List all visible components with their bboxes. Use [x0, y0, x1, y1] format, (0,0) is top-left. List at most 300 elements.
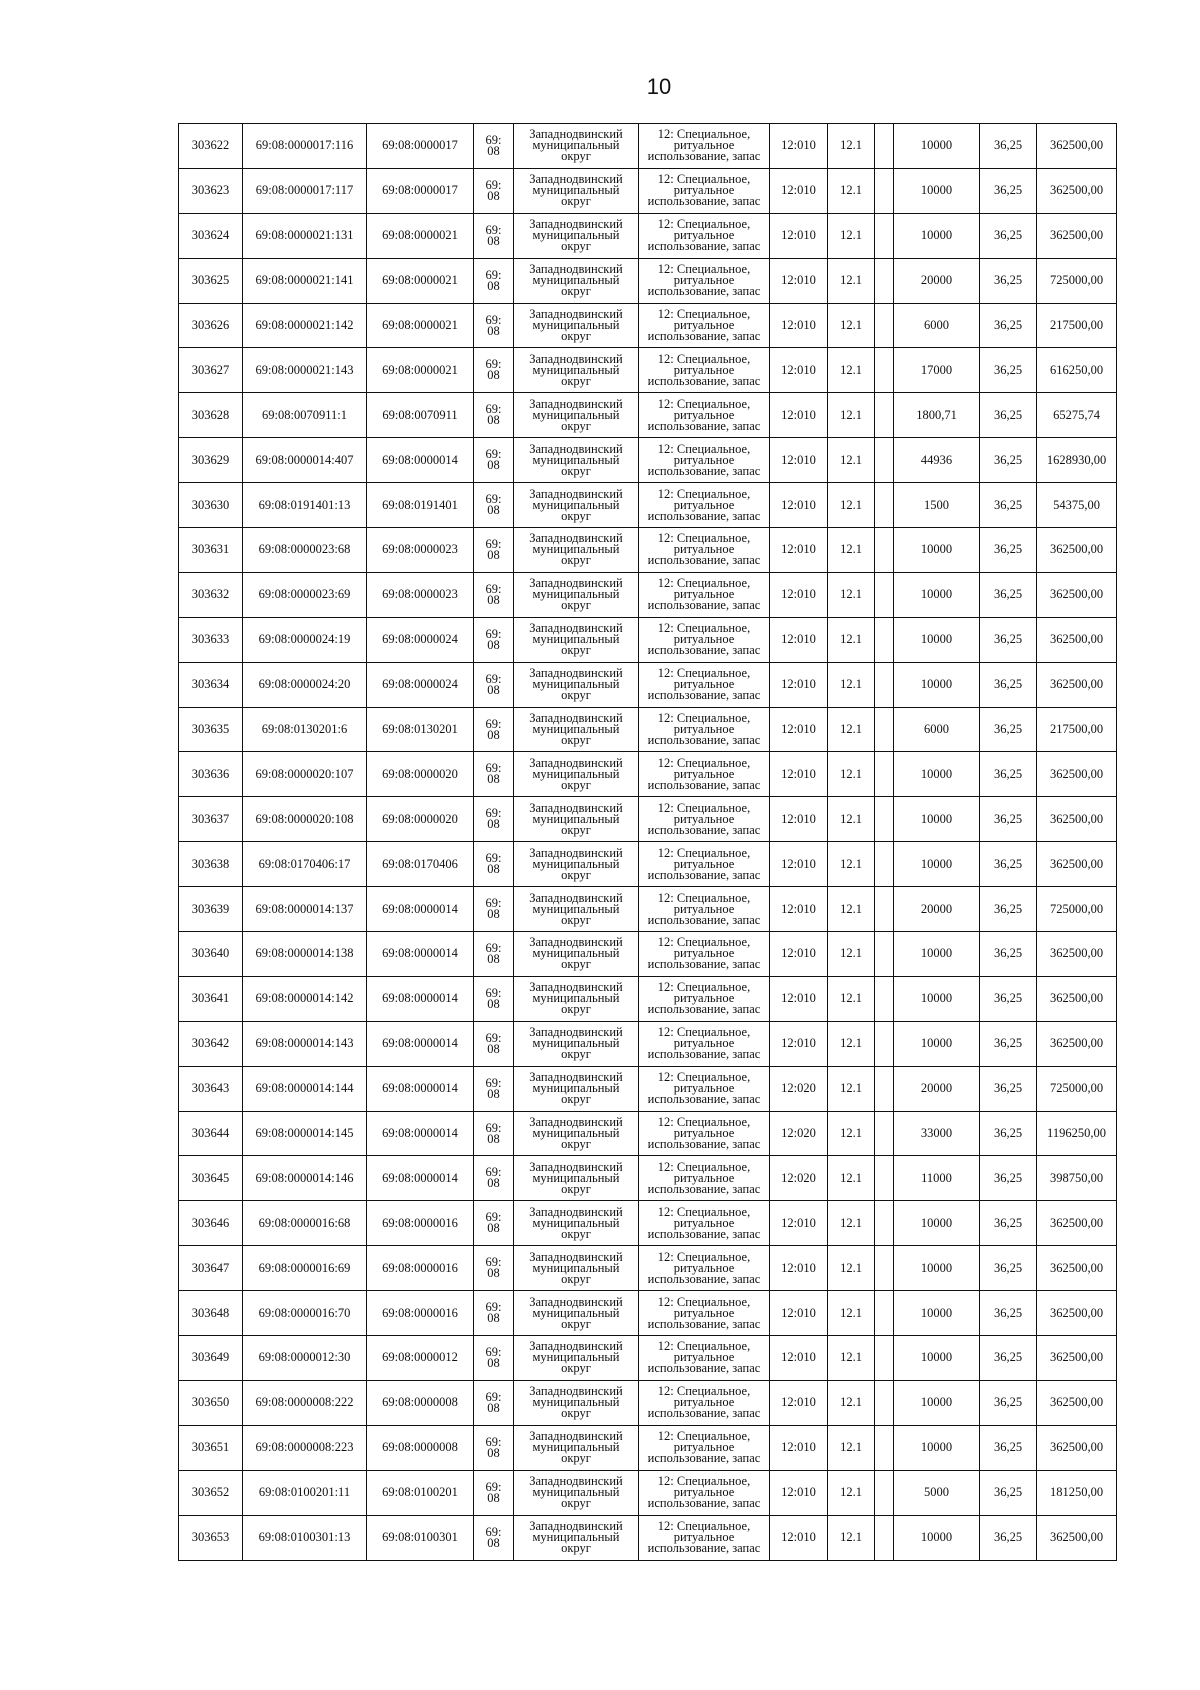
row-id-cell: 303634: [179, 662, 243, 707]
table-row: [179, 348, 1117, 393]
rate-cell: 36,25: [980, 1021, 1037, 1066]
land-use-cell: 12: Специальное, ритуальное использование, запас: [639, 887, 770, 932]
use-subcode-cell: 12.1: [828, 797, 875, 842]
municipality-cell: Западнодвинский муниципальный округ: [514, 752, 639, 797]
cadastral-number-cell: 69:08:0000016:68: [243, 1201, 367, 1246]
rate-cell: 36,25: [980, 1201, 1037, 1246]
district-code-cell: 69: 08: [474, 483, 514, 528]
blank-cell: [875, 124, 894, 169]
municipality-cell: Западнодвинский муниципальный округ: [514, 1021, 639, 1066]
cadastral-number-cell: 69:08:0000020:107: [243, 752, 367, 797]
rate-cell: 36,25: [980, 168, 1037, 213]
use-code-cell: 12:020: [770, 1111, 828, 1156]
rate-cell: 36,25: [980, 797, 1037, 842]
table-row: [179, 393, 1117, 438]
use-subcode-cell: 12.1: [828, 1111, 875, 1156]
area-cell: 1800,71: [894, 393, 980, 438]
cadastral-quarter-cell: 69:08:0000017: [367, 168, 474, 213]
use-code-cell: 12:010: [770, 303, 828, 348]
cadastral-quarter-cell: 69:08:0000016: [367, 1246, 474, 1291]
municipality-cell: Западнодвинский муниципальный округ: [514, 258, 639, 303]
rate-cell: 36,25: [980, 1336, 1037, 1381]
use-subcode-cell: 12.1: [828, 842, 875, 887]
rate-cell: 36,25: [980, 1156, 1037, 1201]
table-row: [179, 1380, 1117, 1425]
row-id-cell: 303651: [179, 1425, 243, 1470]
cadastral-quarter-cell: 69:08:0000024: [367, 662, 474, 707]
cadastral-value-cell: 362500,00: [1037, 1425, 1117, 1470]
cadastral-value-cell: 362500,00: [1037, 168, 1117, 213]
use-code-cell: 12:010: [770, 483, 828, 528]
area-cell: 1500: [894, 483, 980, 528]
blank-cell: [875, 303, 894, 348]
use-subcode-cell: 12.1: [828, 348, 875, 393]
land-use-cell: 12: Специальное, ритуальное использование, запас: [639, 1021, 770, 1066]
land-use-cell: 12: Специальное, ритуальное использование, запас: [639, 528, 770, 573]
table-row: [179, 887, 1117, 932]
cadastral-quarter-cell: 69:08:0000020: [367, 797, 474, 842]
table-row: [179, 752, 1117, 797]
municipality-cell: Западнодвинский муниципальный округ: [514, 1380, 639, 1425]
area-cell: 10000: [894, 1021, 980, 1066]
district-code-cell: 69: 08: [474, 1246, 514, 1291]
area-cell: 10000: [894, 168, 980, 213]
use-subcode-cell: 12.1: [828, 1380, 875, 1425]
use-subcode-cell: 12.1: [828, 887, 875, 932]
area-cell: 17000: [894, 348, 980, 393]
district-code-cell: 69: 08: [474, 1201, 514, 1246]
use-code-cell: 12:010: [770, 572, 828, 617]
land-use-cell: 12: Специальное, ритуальное использование, запас: [639, 1336, 770, 1381]
table-row: [179, 976, 1117, 1021]
district-code-cell: 69: 08: [474, 572, 514, 617]
blank-cell: [875, 1291, 894, 1336]
row-id-cell: 303643: [179, 1066, 243, 1111]
district-code-cell: 69: 08: [474, 528, 514, 573]
area-cell: 44936: [894, 438, 980, 483]
cadastral-quarter-cell: 69:08:0000014: [367, 1066, 474, 1111]
rate-cell: 36,25: [980, 707, 1037, 752]
cadastral-number-cell: 69:08:0000021:141: [243, 258, 367, 303]
cadastral-value-cell: 362500,00: [1037, 124, 1117, 169]
cadastral-number-cell: 69:08:0000017:117: [243, 168, 367, 213]
cadastral-number-cell: 69:08:0000014:144: [243, 1066, 367, 1111]
cadastral-number-cell: 69:08:0000014:145: [243, 1111, 367, 1156]
cadastral-value-cell: 362500,00: [1037, 1021, 1117, 1066]
cadastral-quarter-cell: 69:08:0000017: [367, 124, 474, 169]
rate-cell: 36,25: [980, 1380, 1037, 1425]
use-code-cell: 12:020: [770, 1066, 828, 1111]
rate-cell: 36,25: [980, 213, 1037, 258]
cadastral-quarter-cell: 69:08:0000014: [367, 1111, 474, 1156]
district-code-cell: 69: 08: [474, 348, 514, 393]
blank-cell: [875, 1246, 894, 1291]
blank-cell: [875, 1156, 894, 1201]
use-subcode-cell: 12.1: [828, 258, 875, 303]
district-code-cell: 69: 08: [474, 1291, 514, 1336]
district-code-cell: 69: 08: [474, 438, 514, 483]
row-id-cell: 303646: [179, 1201, 243, 1246]
use-code-cell: 12:010: [770, 842, 828, 887]
table-row: [179, 797, 1117, 842]
district-code-cell: 69: 08: [474, 213, 514, 258]
rate-cell: 36,25: [980, 124, 1037, 169]
blank-cell: [875, 1470, 894, 1515]
use-subcode-cell: 12.1: [828, 707, 875, 752]
use-subcode-cell: 12.1: [828, 168, 875, 213]
table-row: [179, 1201, 1117, 1246]
cadastral-number-cell: 69:08:0000021:143: [243, 348, 367, 393]
rate-cell: 36,25: [980, 1291, 1037, 1336]
row-id-cell: 303649: [179, 1336, 243, 1381]
cadastral-quarter-cell: 69:08:0000021: [367, 258, 474, 303]
cadastral-quarter-cell: 69:08:0000014: [367, 1021, 474, 1066]
rate-cell: 36,25: [980, 1111, 1037, 1156]
rate-cell: 36,25: [980, 1246, 1037, 1291]
municipality-cell: Западнодвинский муниципальный округ: [514, 617, 639, 662]
area-cell: 10000: [894, 213, 980, 258]
use-code-cell: 12:010: [770, 752, 828, 797]
cadastral-value-cell: 362500,00: [1037, 528, 1117, 573]
row-id-cell: 303641: [179, 976, 243, 1021]
municipality-cell: Западнодвинский муниципальный округ: [514, 528, 639, 573]
district-code-cell: 69: 08: [474, 932, 514, 977]
cadastral-number-cell: 69:08:0000024:20: [243, 662, 367, 707]
table-row: [179, 572, 1117, 617]
use-code-cell: 12:010: [770, 887, 828, 932]
rate-cell: 36,25: [980, 887, 1037, 932]
land-use-cell: 12: Специальное, ритуальное использование, запас: [639, 1156, 770, 1201]
use-code-cell: 12:010: [770, 1380, 828, 1425]
land-use-cell: 12: Специальное, ритуальное использование, запас: [639, 572, 770, 617]
cadastral-value-cell: 217500,00: [1037, 707, 1117, 752]
rate-cell: 36,25: [980, 842, 1037, 887]
cadastral-number-cell: 69:08:0000014:143: [243, 1021, 367, 1066]
municipality-cell: Западнодвинский муниципальный округ: [514, 932, 639, 977]
rate-cell: 36,25: [980, 1470, 1037, 1515]
row-id-cell: 303647: [179, 1246, 243, 1291]
row-id-cell: 303637: [179, 797, 243, 842]
cadastral-quarter-cell: 69:08:0000020: [367, 752, 474, 797]
land-use-cell: 12: Специальное, ритуальное использование, запас: [639, 797, 770, 842]
use-subcode-cell: 12.1: [828, 662, 875, 707]
district-code-cell: 69: 08: [474, 1515, 514, 1560]
table-row: [179, 662, 1117, 707]
district-code-cell: 69: 08: [474, 662, 514, 707]
blank-cell: [875, 797, 894, 842]
blank-cell: [875, 617, 894, 662]
cadastral-value-cell: 181250,00: [1037, 1470, 1117, 1515]
rate-cell: 36,25: [980, 348, 1037, 393]
land-use-cell: 12: Специальное, ритуальное использование, запас: [639, 617, 770, 662]
use-code-cell: 12:010: [770, 1470, 828, 1515]
blank-cell: [875, 1111, 894, 1156]
use-code-cell: 12:010: [770, 976, 828, 1021]
land-use-cell: 12: Специальное, ритуальное использование, запас: [639, 124, 770, 169]
land-use-cell: 12: Специальное, ритуальное использование, запас: [639, 842, 770, 887]
blank-cell: [875, 528, 894, 573]
table-row: [179, 932, 1117, 977]
district-code-cell: 69: 08: [474, 707, 514, 752]
use-subcode-cell: 12.1: [828, 752, 875, 797]
land-use-cell: 12: Специальное, ритуальное использование, запас: [639, 258, 770, 303]
municipality-cell: Западнодвинский муниципальный округ: [514, 976, 639, 1021]
municipality-cell: Западнодвинский муниципальный округ: [514, 393, 639, 438]
municipality-cell: Западнодвинский муниципальный округ: [514, 1111, 639, 1156]
blank-cell: [875, 707, 894, 752]
use-subcode-cell: 12.1: [828, 528, 875, 573]
use-subcode-cell: 12.1: [828, 393, 875, 438]
municipality-cell: Западнодвинский муниципальный округ: [514, 1066, 639, 1111]
district-code-cell: 69: 08: [474, 393, 514, 438]
land-use-cell: 12: Специальное, ритуальное использование, запас: [639, 1470, 770, 1515]
row-id-cell: 303625: [179, 258, 243, 303]
table-row: [179, 842, 1117, 887]
row-id-cell: 303631: [179, 528, 243, 573]
municipality-cell: Западнодвинский муниципальный округ: [514, 887, 639, 932]
use-code-cell: 12:010: [770, 124, 828, 169]
area-cell: 10000: [894, 1380, 980, 1425]
row-id-cell: 303652: [179, 1470, 243, 1515]
table-body: [179, 124, 1117, 1561]
cadastral-quarter-cell: 69:08:0000014: [367, 1156, 474, 1201]
district-code-cell: 69: 08: [474, 1021, 514, 1066]
blank-cell: [875, 976, 894, 1021]
land-use-cell: 12: Специальное, ритуальное использование, запас: [639, 662, 770, 707]
use-code-cell: 12:010: [770, 662, 828, 707]
row-id-cell: 303645: [179, 1156, 243, 1201]
area-cell: 10000: [894, 1201, 980, 1246]
blank-cell: [875, 1201, 894, 1246]
cadastral-value-cell: 398750,00: [1037, 1156, 1117, 1201]
cadastral-value-cell: 362500,00: [1037, 752, 1117, 797]
use-subcode-cell: 12.1: [828, 1201, 875, 1246]
land-use-cell: 12: Специальное, ритуальное использование, запас: [639, 932, 770, 977]
cadastral-number-cell: 69:08:0000023:68: [243, 528, 367, 573]
cadastral-number-cell: 69:08:0000014:146: [243, 1156, 367, 1201]
row-id-cell: 303632: [179, 572, 243, 617]
district-code-cell: 69: 08: [474, 1066, 514, 1111]
table-row: [179, 1291, 1117, 1336]
area-cell: 20000: [894, 1066, 980, 1111]
area-cell: 6000: [894, 303, 980, 348]
rate-cell: 36,25: [980, 662, 1037, 707]
cadastral-quarter-cell: 69:08:0000021: [367, 348, 474, 393]
land-use-cell: 12: Специальное, ритуальное использование, запас: [639, 1425, 770, 1470]
table-row: [179, 124, 1117, 169]
cadastral-value-cell: 65275,74: [1037, 393, 1117, 438]
use-code-cell: 12:010: [770, 1515, 828, 1560]
land-use-cell: 12: Специальное, ритуальное использование, запас: [639, 1066, 770, 1111]
cadastral-value-cell: 725000,00: [1037, 1066, 1117, 1111]
cadastral-number-cell: 69:08:0000017:116: [243, 124, 367, 169]
municipality-cell: Западнодвинский муниципальный округ: [514, 1515, 639, 1560]
cadastral-quarter-cell: 69:08:0000021: [367, 213, 474, 258]
blank-cell: [875, 393, 894, 438]
land-use-cell: 12: Специальное, ритуальное использование, запас: [639, 752, 770, 797]
rate-cell: 36,25: [980, 393, 1037, 438]
area-cell: 10000: [894, 976, 980, 1021]
district-code-cell: 69: 08: [474, 1156, 514, 1201]
table-row: [179, 1336, 1117, 1381]
row-id-cell: 303624: [179, 213, 243, 258]
district-code-cell: 69: 08: [474, 797, 514, 842]
use-subcode-cell: 12.1: [828, 438, 875, 483]
use-subcode-cell: 12.1: [828, 1156, 875, 1201]
use-code-cell: 12:010: [770, 1336, 828, 1381]
district-code-cell: 69: 08: [474, 887, 514, 932]
area-cell: 10000: [894, 932, 980, 977]
area-cell: 10000: [894, 572, 980, 617]
table-row: [179, 1111, 1117, 1156]
municipality-cell: Западнодвинский муниципальный округ: [514, 438, 639, 483]
use-subcode-cell: 12.1: [828, 1246, 875, 1291]
rate-cell: 36,25: [980, 932, 1037, 977]
area-cell: 11000: [894, 1156, 980, 1201]
cadastral-value-cell: 362500,00: [1037, 976, 1117, 1021]
use-code-cell: 12:010: [770, 528, 828, 573]
use-subcode-cell: 12.1: [828, 1336, 875, 1381]
cadastral-number-cell: 69:08:0000014:138: [243, 932, 367, 977]
cadastral-number-cell: 69:08:0000016:69: [243, 1246, 367, 1291]
use-subcode-cell: 12.1: [828, 976, 875, 1021]
row-id-cell: 303623: [179, 168, 243, 213]
cadastral-value-cell: 362500,00: [1037, 932, 1117, 977]
district-code-cell: 69: 08: [474, 752, 514, 797]
cadastral-value-cell: 362500,00: [1037, 1380, 1117, 1425]
land-use-cell: 12: Специальное, ритуальное использование, запас: [639, 1380, 770, 1425]
row-id-cell: 303635: [179, 707, 243, 752]
municipality-cell: Западнодвинский муниципальный округ: [514, 662, 639, 707]
row-id-cell: 303622: [179, 124, 243, 169]
cadastral-number-cell: 69:08:0000008:222: [243, 1380, 367, 1425]
use-code-cell: 12:010: [770, 1246, 828, 1291]
use-code-cell: 12:020: [770, 1156, 828, 1201]
table-row: [179, 1246, 1117, 1291]
area-cell: 10000: [894, 1425, 980, 1470]
cadastral-number-cell: 69:08:0000024:19: [243, 617, 367, 662]
municipality-cell: Западнодвинский муниципальный округ: [514, 483, 639, 528]
rate-cell: 36,25: [980, 1066, 1037, 1111]
blank-cell: [875, 213, 894, 258]
area-cell: 10000: [894, 752, 980, 797]
table-row: [179, 528, 1117, 573]
cadastral-value-cell: 1196250,00: [1037, 1111, 1117, 1156]
cadastral-quarter-cell: 69:08:0100301: [367, 1515, 474, 1560]
municipality-cell: Западнодвинский муниципальный округ: [514, 1470, 639, 1515]
cadastral-quarter-cell: 69:08:0000012: [367, 1336, 474, 1381]
rate-cell: 36,25: [980, 617, 1037, 662]
use-subcode-cell: 12.1: [828, 932, 875, 977]
use-subcode-cell: 12.1: [828, 213, 875, 258]
cadastral-value-table: [178, 123, 1117, 1561]
municipality-cell: Западнодвинский муниципальный округ: [514, 797, 639, 842]
cadastral-number-cell: 69:08:0000021:131: [243, 213, 367, 258]
cadastral-value-cell: 362500,00: [1037, 1246, 1117, 1291]
blank-cell: [875, 348, 894, 393]
cadastral-number-cell: 69:08:0070911:1: [243, 393, 367, 438]
cadastral-quarter-cell: 69:08:0000014: [367, 438, 474, 483]
district-code-cell: 69: 08: [474, 1380, 514, 1425]
table-row: [179, 438, 1117, 483]
cadastral-number-cell: 69:08:0000008:223: [243, 1425, 367, 1470]
district-code-cell: 69: 08: [474, 1111, 514, 1156]
land-use-cell: 12: Специальное, ритуальное использование, запас: [639, 1246, 770, 1291]
cadastral-number-cell: 69:08:0000014:142: [243, 976, 367, 1021]
rate-cell: 36,25: [980, 438, 1037, 483]
land-use-cell: 12: Специальное, ритуальное использование, запас: [639, 168, 770, 213]
land-use-cell: 12: Специальное, ритуальное использование, запас: [639, 483, 770, 528]
rate-cell: 36,25: [980, 572, 1037, 617]
area-cell: 6000: [894, 707, 980, 752]
blank-cell: [875, 932, 894, 977]
cadastral-value-cell: 725000,00: [1037, 887, 1117, 932]
cadastral-quarter-cell: 69:08:0000024: [367, 617, 474, 662]
cadastral-number-cell: 69:08:0130201:6: [243, 707, 367, 752]
district-code-cell: 69: 08: [474, 976, 514, 1021]
cadastral-value-cell: 1628930,00: [1037, 438, 1117, 483]
cadastral-quarter-cell: 69:08:0191401: [367, 483, 474, 528]
use-code-cell: 12:010: [770, 1425, 828, 1470]
cadastral-number-cell: 69:08:0100201:11: [243, 1470, 367, 1515]
table-row: [179, 258, 1117, 303]
use-code-cell: 12:010: [770, 707, 828, 752]
blank-cell: [875, 1425, 894, 1470]
blank-cell: [875, 1515, 894, 1560]
cadastral-quarter-cell: 69:08:0000014: [367, 887, 474, 932]
use-subcode-cell: 12.1: [828, 483, 875, 528]
area-cell: 10000: [894, 1515, 980, 1560]
use-subcode-cell: 12.1: [828, 1291, 875, 1336]
municipality-cell: Западнодвинский муниципальный округ: [514, 1156, 639, 1201]
use-subcode-cell: 12.1: [828, 303, 875, 348]
cadastral-quarter-cell: 69:08:0000016: [367, 1201, 474, 1246]
area-cell: 10000: [894, 662, 980, 707]
area-cell: 5000: [894, 1470, 980, 1515]
row-id-cell: 303640: [179, 932, 243, 977]
rate-cell: 36,25: [980, 258, 1037, 303]
blank-cell: [875, 887, 894, 932]
blank-cell: [875, 1380, 894, 1425]
blank-cell: [875, 438, 894, 483]
cadastral-number-cell: 69:08:0000014:137: [243, 887, 367, 932]
municipality-cell: Западнодвинский муниципальный округ: [514, 1201, 639, 1246]
table-row: [179, 303, 1117, 348]
table-row: [179, 707, 1117, 752]
row-id-cell: 303648: [179, 1291, 243, 1336]
municipality-cell: Западнодвинский муниципальный округ: [514, 707, 639, 752]
land-use-cell: 12: Специальное, ритуальное использование, запас: [639, 1515, 770, 1560]
area-cell: 33000: [894, 1111, 980, 1156]
use-subcode-cell: 12.1: [828, 617, 875, 662]
cadastral-value-cell: 362500,00: [1037, 213, 1117, 258]
municipality-cell: Западнодвинский муниципальный округ: [514, 168, 639, 213]
use-code-cell: 12:010: [770, 1021, 828, 1066]
land-use-cell: 12: Специальное, ритуальное использование, запас: [639, 1201, 770, 1246]
blank-cell: [875, 572, 894, 617]
cadastral-quarter-cell: 69:08:0000023: [367, 572, 474, 617]
area-cell: 10000: [894, 797, 980, 842]
cadastral-value-cell: 217500,00: [1037, 303, 1117, 348]
cadastral-quarter-cell: 69:08:0000014: [367, 976, 474, 1021]
district-code-cell: 69: 08: [474, 124, 514, 169]
row-id-cell: 303627: [179, 348, 243, 393]
table-row: [179, 168, 1117, 213]
cadastral-value-cell: 362500,00: [1037, 1515, 1117, 1560]
rate-cell: 36,25: [980, 976, 1037, 1021]
row-id-cell: 303629: [179, 438, 243, 483]
use-code-cell: 12:010: [770, 1201, 828, 1246]
